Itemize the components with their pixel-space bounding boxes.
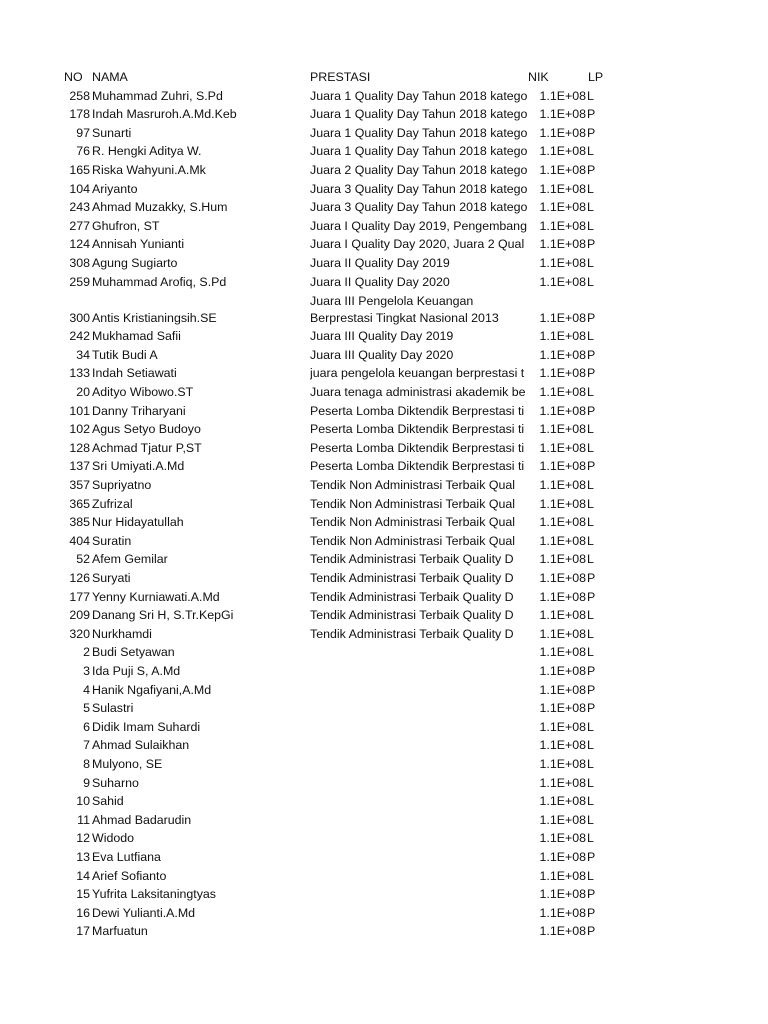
table-row	[0, 383, 768, 402]
cell-nik: 1.1E+08	[539, 552, 586, 567]
cell-nik: 1.1E+08	[539, 385, 586, 399]
table-row	[0, 124, 768, 143]
cell-nik: 1.1E+08	[539, 645, 586, 660]
cell-lp: L	[587, 422, 594, 437]
cell-lp: L	[587, 88, 594, 103]
cell-nama: Achmad Tjatur P,ST	[92, 440, 202, 455]
cell-no: 16	[76, 905, 90, 920]
cell-lp: L	[587, 552, 594, 567]
cell-nik: 1.1E+08	[539, 924, 586, 939]
table-row	[0, 476, 768, 495]
table-row	[0, 774, 768, 793]
cell-no: 3	[83, 664, 90, 678]
cell-lp: L	[587, 608, 594, 623]
cell-nama: Arief Sofianto	[92, 868, 167, 883]
cell-nik: 1.1E+08	[539, 571, 586, 585]
cell-lp: L	[587, 738, 594, 753]
cell-no: 4	[83, 682, 90, 697]
cell-lp: P	[587, 682, 596, 697]
cell-no: 52	[76, 552, 90, 567]
cell-nik: 1.1E+08	[539, 440, 586, 455]
cell-nik: 1.1E+08	[539, 478, 586, 492]
cell-nama: Ida Puji S, A.Md	[92, 664, 181, 678]
cell-nama: Danny Triharyani	[92, 403, 186, 418]
cell-no: 13	[76, 850, 90, 864]
cell-no: 5	[83, 701, 90, 716]
column-header-no: NO	[64, 70, 83, 84]
cell-no: 209	[69, 608, 90, 623]
cell-no: 300	[69, 311, 90, 326]
table-row	[0, 662, 768, 681]
table-row	[0, 513, 768, 532]
cell-prestasi: Tendik Administrasi Terbaik Quality D	[310, 552, 514, 567]
column-header-nik: NIK	[528, 70, 549, 84]
cell-no: 277	[69, 218, 90, 233]
cell-nama: Mukhamad Safii	[92, 329, 181, 344]
cell-nama: Suryati	[92, 571, 131, 585]
table-row	[0, 829, 768, 848]
cell-no: 104	[69, 181, 90, 196]
cell-nama: Indah Masruroh.A.Md.Keb	[92, 107, 237, 122]
cell-no: 7	[83, 738, 90, 753]
cell-lp: L	[587, 626, 594, 641]
cell-nik: 1.1E+08	[539, 496, 586, 511]
cell-nik: 1.1E+08	[539, 738, 586, 753]
cell-lp: L	[587, 533, 594, 548]
cell-nik: 1.1E+08	[539, 868, 586, 883]
column-header-lp: LP	[588, 70, 604, 84]
cell-no: 365	[69, 496, 90, 511]
cell-nik: 1.1E+08	[539, 719, 586, 734]
cell-lp: P	[587, 701, 596, 716]
cell-lp: L	[587, 515, 594, 530]
cell-lp: L	[587, 812, 594, 827]
cell-nama: Riska Wahyuni.A.Mk	[92, 163, 206, 177]
table-row	[0, 755, 768, 774]
cell-lp: P	[587, 459, 596, 474]
cell-no: 9	[83, 775, 90, 790]
cell-nama: Tutik Budi A	[92, 347, 158, 362]
table-row	[0, 569, 768, 588]
table-row	[0, 922, 768, 941]
cell-nama: Suratin	[92, 533, 132, 548]
cell-no: 137	[69, 459, 90, 474]
cell-nama: Nur Hidayatullah	[92, 515, 184, 530]
cell-nik: 1.1E+08	[539, 757, 586, 771]
header-row	[0, 68, 768, 87]
table-row	[0, 402, 768, 421]
cell-nama: Yenny Kurniawati.A.Md	[92, 589, 220, 604]
cell-nama: Didik Imam Suhardi	[92, 719, 201, 734]
cell-no: 242	[69, 329, 90, 344]
cell-no: 14	[76, 868, 90, 883]
cell-prestasi: Peserta Lomba Diktendik Berprestasi ti	[310, 459, 525, 474]
cell-nik: 1.1E+08	[539, 775, 586, 790]
cell-nik: 1.1E+08	[539, 311, 586, 326]
cell-no: 133	[69, 366, 90, 381]
cell-nik: 1.1E+08	[539, 256, 586, 270]
cell-lp: P	[587, 107, 596, 122]
cell-nik: 1.1E+08	[539, 608, 586, 623]
cell-no: 17	[76, 924, 90, 939]
cell-prestasi: Tendik Non Administrasi Terbaik Qual	[310, 515, 515, 530]
table-row	[0, 235, 768, 254]
cell-prestasi: Juara 1 Quality Day Tahun 2018 katego	[310, 125, 528, 140]
cell-lp: L	[587, 831, 594, 846]
table-row	[0, 439, 768, 458]
cell-lp: P	[587, 347, 596, 362]
cell-nama: Ghufron, ST	[92, 218, 160, 233]
cell-no: 357	[69, 478, 90, 492]
cell-nik: 1.1E+08	[539, 850, 586, 864]
cell-nama: Antis Kristianingsih.SE	[92, 311, 217, 326]
table-row	[0, 848, 768, 867]
table-row	[0, 736, 768, 755]
table-row	[0, 346, 768, 365]
cell-nik: 1.1E+08	[539, 125, 586, 140]
cell-no: 97	[76, 125, 90, 140]
cell-nik: 1.1E+08	[539, 533, 586, 548]
cell-no: 178	[69, 107, 90, 122]
table-row	[0, 904, 768, 923]
table-row	[0, 681, 768, 700]
cell-no: 165	[69, 163, 90, 177]
cell-no: 6	[83, 719, 90, 734]
table-row	[0, 643, 768, 662]
table-row	[0, 885, 768, 904]
cell-no: 385	[69, 515, 90, 530]
cell-nik: 1.1E+08	[539, 682, 586, 697]
cell-nama: Ahmad Muzakky, S.Hum	[92, 200, 228, 215]
cell-prestasi: Tendik Non Administrasi Terbaik Qual	[310, 533, 515, 548]
cell-no: 34	[76, 347, 90, 362]
cell-no: 243	[69, 200, 90, 215]
cell-nik: 1.1E+08	[539, 515, 586, 530]
cell-lp: P	[587, 589, 596, 604]
cell-prestasi: Juara 1 Quality Day Tahun 2018 katego	[310, 88, 528, 103]
table-row	[0, 718, 768, 737]
cell-nama: Budi Setyawan	[92, 645, 175, 660]
cell-lp: L	[587, 794, 594, 809]
cell-prestasi: Peserta Lomba Diktendik Berprestasi ti	[310, 422, 525, 437]
cell-prestasi: Tendik Non Administrasi Terbaik Qual	[310, 496, 515, 511]
table-row	[0, 87, 768, 106]
cell-prestasi: Juara III Quality Day 2020	[310, 347, 454, 362]
cell-nama: Indah Setiawati	[92, 366, 177, 381]
table-row	[0, 606, 768, 625]
cell-nama: Sulastri	[92, 701, 134, 716]
cell-nama: Agung Sugiarto	[92, 256, 178, 270]
cell-nik: 1.1E+08	[539, 181, 586, 196]
cell-prestasi: Juara 1 Quality Day Tahun 2018 katego	[310, 107, 528, 122]
cell-lp: L	[587, 256, 594, 270]
cell-prestasi: Juara 3 Quality Day Tahun 2018 katego	[310, 200, 528, 215]
table-row	[0, 532, 768, 551]
cell-nik: 1.1E+08	[539, 274, 586, 289]
cell-prestasi: Peserta Lomba Diktendik Berprestasi ti	[310, 403, 525, 418]
cell-nik: 1.1E+08	[539, 163, 586, 177]
table-row	[0, 420, 768, 439]
cell-lp: L	[587, 274, 594, 289]
cell-nama: Suharno	[92, 775, 139, 790]
cell-no: 128	[69, 440, 90, 455]
cell-nama: Agus Setyo Budoyo	[92, 422, 201, 437]
cell-lp: P	[587, 571, 596, 585]
table-row	[0, 495, 768, 514]
cell-nik: 1.1E+08	[539, 831, 586, 846]
cell-no: 101	[69, 403, 90, 418]
cell-nama: Annisah Yunianti	[92, 237, 185, 252]
cell-lp: L	[587, 218, 594, 233]
table-row	[0, 867, 768, 886]
cell-nik: 1.1E+08	[539, 812, 586, 827]
table-row	[0, 457, 768, 476]
table-row	[0, 699, 768, 718]
table-row	[0, 198, 768, 217]
cell-no: 177	[69, 589, 90, 604]
cell-no: 12	[76, 831, 90, 846]
cell-lp: L	[587, 775, 594, 790]
cell-lp: P	[587, 163, 596, 177]
cell-prestasi: Juara 2 Quality Day Tahun 2018 katego	[310, 163, 528, 177]
table-row	[0, 588, 768, 607]
cell-nama: Dewi Yulianti.A.Md	[92, 905, 196, 920]
cell-nik: 1.1E+08	[539, 422, 586, 437]
cell-nama: Adityo Wibowo.ST	[92, 385, 194, 399]
cell-no: 11	[77, 812, 90, 827]
cell-nik: 1.1E+08	[539, 237, 586, 252]
cell-lp: L	[587, 181, 594, 196]
cell-lp: P	[587, 887, 596, 902]
cell-no: 76	[76, 144, 90, 159]
cell-nama: Danang Sri H, S.Tr.KepGi	[92, 608, 234, 623]
cell-nik: 1.1E+08	[539, 107, 586, 122]
cell-no: 404	[69, 533, 90, 548]
cell-nama: Sahid	[92, 794, 124, 809]
cell-nama: Widodo	[92, 831, 135, 846]
cell-nik: 1.1E+08	[539, 200, 586, 215]
cell-nama: Sri Umiyati.A.Md	[92, 459, 185, 474]
cell-nik: 1.1E+08	[539, 589, 586, 604]
cell-lp: L	[587, 385, 594, 399]
column-header-prestasi: PRESTASI	[310, 70, 371, 84]
table-row	[0, 161, 768, 180]
table-row	[0, 550, 768, 569]
cell-nama: Hanik Ngafiyani,A.Md	[92, 682, 212, 697]
cell-nik: 1.1E+08	[539, 144, 586, 159]
cell-lp: P	[587, 924, 596, 939]
cell-lp: P	[587, 125, 596, 140]
cell-nama: Nurkhamdi	[92, 626, 152, 641]
cell-prestasi: Juara 1 Quality Day Tahun 2018 katego	[310, 144, 528, 159]
cell-nik: 1.1E+08	[539, 88, 586, 103]
table-row	[0, 792, 768, 811]
cell-no: 259	[69, 274, 90, 289]
table-row	[0, 625, 768, 644]
cell-prestasi: Tendik Non Administrasi Terbaik Qual	[310, 478, 515, 492]
column-header-nama: NAMA	[92, 70, 128, 84]
cell-nik: 1.1E+08	[539, 403, 586, 418]
cell-no: 320	[69, 626, 90, 641]
cell-no: 8	[83, 757, 90, 771]
cell-lp: P	[587, 311, 596, 326]
cell-lp: L	[587, 329, 594, 344]
table-row	[0, 142, 768, 161]
cell-no: 10	[76, 794, 90, 809]
cell-nama: Muhammad Arofiq, S.Pd	[92, 274, 227, 289]
cell-nik: 1.1E+08	[539, 459, 586, 474]
cell-nik: 1.1E+08	[539, 626, 586, 641]
cell-lp: P	[587, 403, 596, 418]
cell-nama: Eva Lutfiana	[92, 850, 161, 864]
cell-lp: P	[587, 905, 596, 920]
cell-nama: R. Hengki Aditya W.	[92, 144, 202, 159]
cell-prestasi: Tendik Administrasi Terbaik Quality D	[310, 571, 514, 585]
cell-prestasi: Peserta Lomba Diktendik Berprestasi ti	[310, 440, 525, 455]
table-row	[0, 105, 768, 124]
table-row	[0, 273, 768, 292]
cell-no: 20	[76, 385, 90, 399]
cell-nama: Muhammad Zuhri, S.Pd	[92, 88, 223, 103]
cell-lp: L	[587, 868, 594, 883]
cell-prestasi: Juara 3 Quality Day Tahun 2018 katego	[310, 181, 528, 196]
cell-lp: P	[587, 237, 596, 252]
cell-lp: L	[587, 440, 594, 455]
cell-prestasi: Tendik Administrasi Terbaik Quality D	[310, 626, 514, 641]
cell-no: 2	[83, 645, 90, 660]
table-row	[0, 180, 768, 199]
cell-nik: 1.1E+08	[539, 887, 586, 902]
cell-lp: L	[587, 144, 594, 159]
cell-lp: P	[587, 850, 596, 864]
cell-nik: 1.1E+08	[539, 701, 586, 716]
cell-prestasi: Juara I Quality Day 2019, Pengembang	[310, 218, 527, 233]
cell-lp: L	[587, 719, 594, 734]
cell-prestasi: Juara II Quality Day 2019	[310, 256, 450, 270]
cell-prestasi: Juara III Quality Day 2019	[310, 329, 454, 344]
cell-lp: L	[587, 757, 594, 771]
cell-prestasi: Juara II Quality Day 2020	[310, 274, 450, 289]
cell-prestasi: Juara tenaga administrasi akademik be	[310, 385, 526, 399]
cell-nik: 1.1E+08	[539, 218, 586, 233]
cell-prestasi: Tendik Administrasi Terbaik Quality D	[310, 589, 514, 604]
cell-nama: Ahmad Sulaikhan	[92, 738, 190, 753]
cell-prestasi: Juara III Pengelola Keuangan Berprestasi Tingkat Nasional 2013	[310, 294, 499, 325]
cell-no: 15	[76, 887, 90, 902]
cell-no: 126	[69, 571, 90, 585]
cell-nik: 1.1E+08	[539, 905, 586, 920]
table-row	[0, 811, 768, 830]
cell-lp: L	[587, 645, 594, 660]
cell-prestasi: Tendik Administrasi Terbaik Quality D	[310, 608, 514, 623]
cell-lp: L	[587, 496, 594, 511]
cell-lp: L	[587, 200, 594, 215]
cell-nama: Sunarti	[92, 125, 132, 140]
cell-nama: Zufrizal	[92, 496, 133, 511]
cell-no: 102	[69, 422, 90, 437]
table-row	[0, 327, 768, 346]
cell-no: 258	[69, 88, 90, 103]
table-row	[0, 364, 768, 383]
cell-nik: 1.1E+08	[539, 664, 586, 678]
cell-prestasi: Juara I Quality Day 2020, Juara 2 Qual	[310, 237, 525, 252]
cell-prestasi: juara pengelola keuangan berprestasi t	[310, 366, 525, 381]
table-row	[0, 217, 768, 236]
cell-no: 308	[69, 256, 90, 270]
cell-nama: Mulyono, SE	[92, 757, 163, 771]
cell-nama: Ariyanto	[92, 181, 138, 196]
cell-nik: 1.1E+08	[539, 794, 586, 809]
cell-nik: 1.1E+08	[539, 329, 586, 344]
cell-nama: Afem Gemilar	[92, 552, 168, 567]
table-row	[0, 254, 768, 273]
cell-nik: 1.1E+08	[539, 366, 586, 381]
cell-lp: P	[587, 664, 596, 678]
cell-nama: Yufrita Laksitaningtyas	[92, 887, 216, 902]
cell-no: 124	[69, 237, 90, 252]
cell-lp: L	[587, 478, 594, 492]
cell-nama: Supriyatno	[92, 478, 152, 492]
cell-nama: Marfuatun	[92, 924, 148, 939]
table-row	[0, 291, 768, 327]
cell-lp: P	[587, 366, 596, 381]
cell-nama: Ahmad Badarudin	[92, 812, 192, 827]
cell-nik: 1.1E+08	[539, 347, 586, 362]
